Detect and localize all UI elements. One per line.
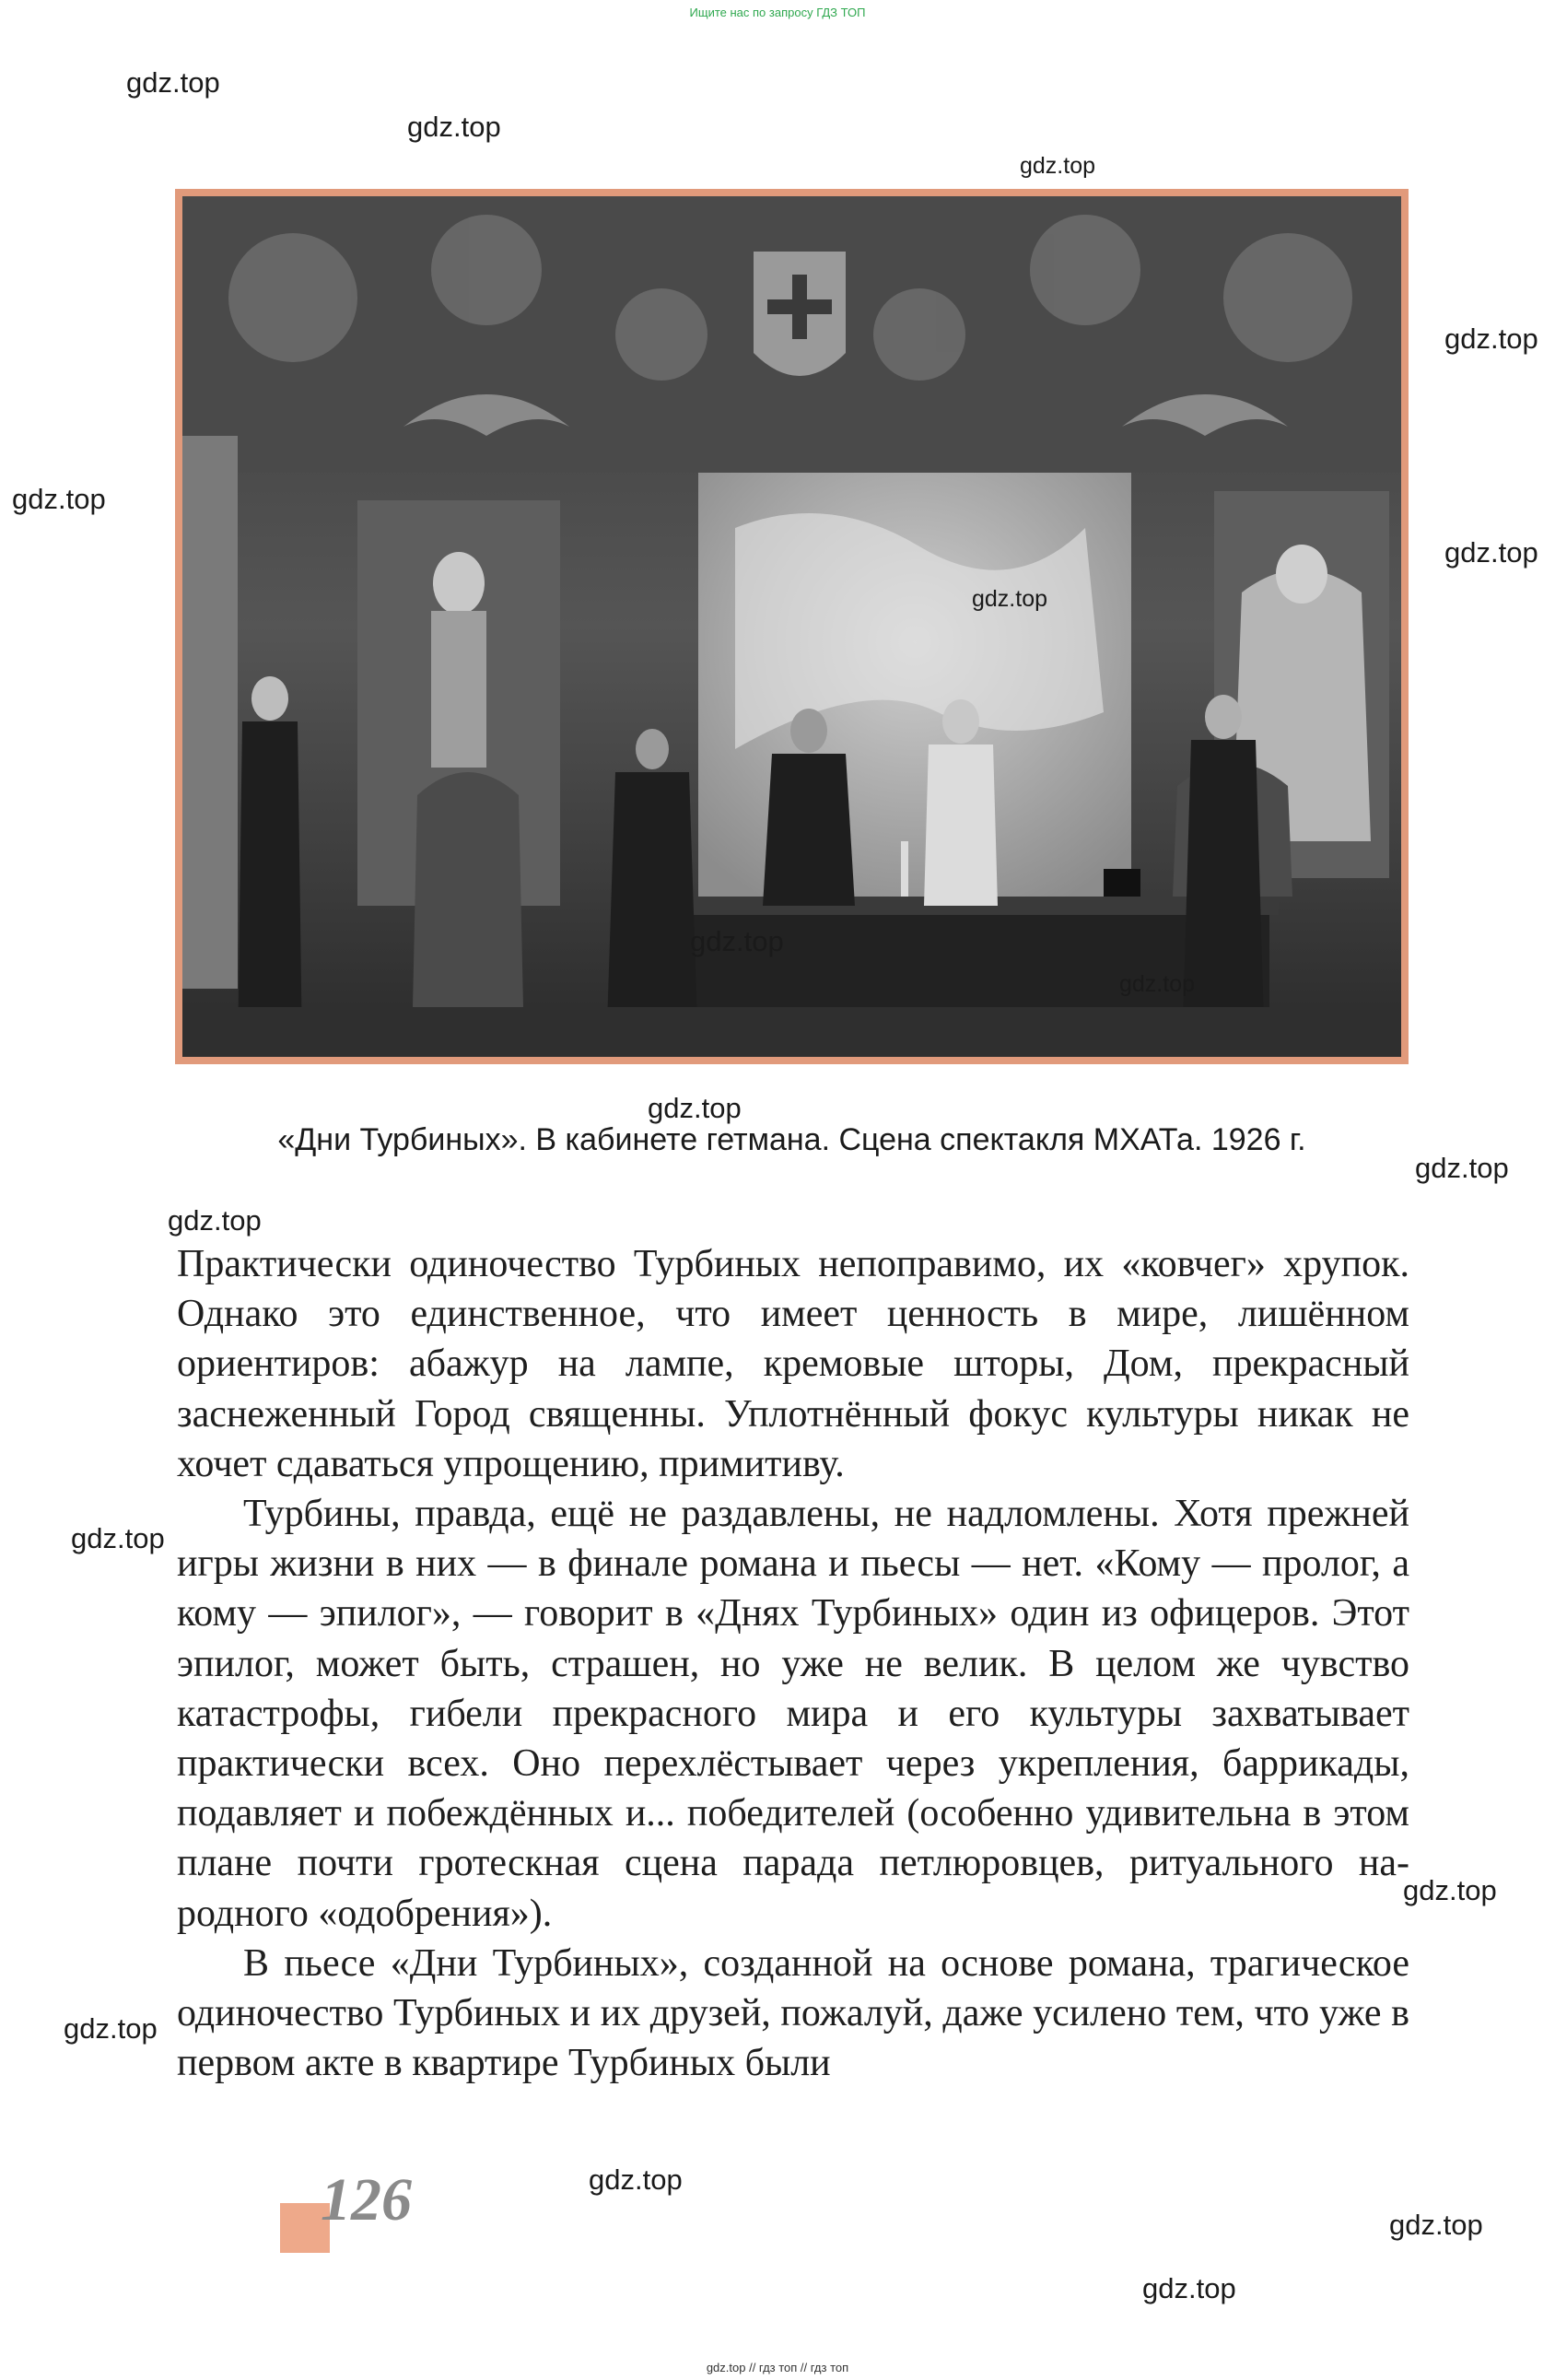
watermark: gdz.top — [1389, 2209, 1483, 2241]
body-text — [177, 1239, 1409, 2088]
paragraph: В пьесе «Дни Турбиных», созданной на основе романа, трагическое одиночество Турбиных и их друзей, пожалуй, даже усилено тем, что уже в первом акте в квартире Турбиных были — [177, 1941, 1409, 2085]
watermark: gdz.top — [1403, 1874, 1497, 1906]
watermark: gdz.top — [1415, 1152, 1509, 1184]
watermark: gdz.top — [1444, 536, 1538, 569]
watermark: gdz.top — [1020, 153, 1096, 179]
stage-photo-image — [182, 196, 1401, 1057]
paragraph: Турбины, правда, ещё не раздавлены, не надломлены. Хотя прежней игры жизни в них — в финале романа и пьесы — нет. «Кому — пролог, а кому — эпилог», — говорит в «Днях Турбиных» один из офицеров. Этот эпилог, может быть, страшен, но уже не велик. В целом же чувство катастрофы, гибели прекрасного мира и его культуры захватывает практически всех. Оно перехлёстывает через укрепления, баррикады, подавляет и побеждённых и... победителей (особенно удивительна в этом плане почти гротескная сцена парада петлюровцев, ритуального народного «одобрения»). — [177, 1493, 1409, 1935]
page-number: 126 — [321, 2166, 412, 2233]
paragraph: Практически одиночество Турбиных непоправимо, их «ковчег» хрупок. Однако это единственное, что имеет ценность в мире, лишённом ориентиров: абажур на лампе, кремовые шторы, Дом, прекрасный заснеженный Город священны. Уплотнённый фокус культуры никак не хочет сдаваться упрощению, примитиву. — [177, 1243, 1409, 1485]
search-hint: Ищите нас по запросу ГДЗ ТОП — [689, 6, 866, 19]
watermark: gdz.top — [1119, 971, 1196, 997]
watermark: gdz.top — [64, 2012, 158, 2045]
watermark: gdz.top — [126, 66, 220, 99]
watermark: gdz.top — [71, 1522, 165, 1554]
watermark: gdz.top — [12, 483, 106, 515]
watermark: gdz.top — [690, 925, 784, 957]
watermark: gdz.top — [168, 1204, 262, 1237]
watermark: gdz.top — [1444, 322, 1538, 355]
watermark: gdz.top — [648, 1092, 742, 1124]
watermark: gdz.top — [407, 111, 501, 143]
photo-caption: «Дни Турбиных». В кабинете гетмана. Сцена спектакля МХАТа. 1926 г. — [277, 1122, 1306, 1157]
watermark: gdz.top — [1142, 2272, 1236, 2304]
footer-links[interactable]: gdz.top // гдз топ // гдз топ — [706, 2361, 849, 2374]
watermark: gdz.top — [972, 586, 1048, 612]
photo — [175, 189, 1409, 1064]
watermark: gdz.top — [589, 2163, 683, 2196]
